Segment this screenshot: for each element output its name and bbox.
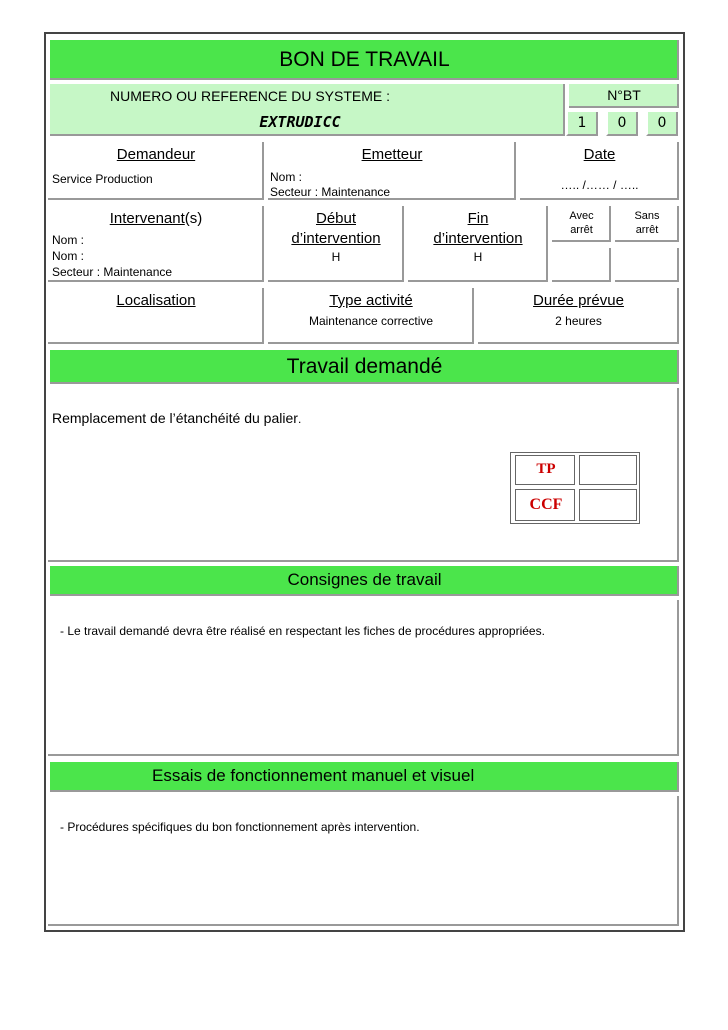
page-title: BON DE TRAVAIL <box>279 48 450 71</box>
debut-label-2: d’intervention <box>291 230 381 247</box>
bt-digits <box>566 112 682 136</box>
emetteur-secteur: Secteur : Maintenance <box>270 185 391 199</box>
bt-digit-3: 0 <box>646 112 678 136</box>
essais-body <box>48 796 679 926</box>
sans-arret-label-1: Sans <box>634 210 660 222</box>
date-cell <box>520 142 679 200</box>
sans-arret-label-2: arrêt <box>635 224 659 236</box>
consignes-text: - Le travail demandé devra être réalisé en respectant les fiches de procédures appropriées. <box>60 624 545 638</box>
bt-label: N°BT <box>607 87 641 103</box>
avec-arret-label-2: arrêt <box>570 224 593 236</box>
duree-label: Durée prévue <box>533 292 624 309</box>
essais-text: - Procédures spécifiques du bon fonctionnement après intervention. <box>60 820 420 834</box>
bt-label-box <box>569 84 679 108</box>
ccf-checkbox[interactable] <box>579 489 637 521</box>
consignes-title-bar <box>50 566 679 596</box>
travail-title-bar <box>50 350 679 384</box>
travail-text <box>52 410 301 426</box>
ccf-label-cell <box>515 489 575 521</box>
travail-text-main: Remplacement de l’étanchéité du palier <box>52 410 298 426</box>
intervenant-label-main: Intervenant <box>109 210 185 227</box>
bt-digit-1: 1 <box>566 112 598 136</box>
system-row <box>50 84 565 136</box>
fin-label-1: Fin <box>467 210 489 227</box>
intervenant-label-suffix: (s) <box>184 210 203 227</box>
bt-digit-2: 0 <box>606 112 638 136</box>
localisation-label: Localisation <box>116 292 196 309</box>
avec-arret-cell <box>552 206 611 242</box>
essais-title-bar <box>50 762 679 792</box>
title-bar <box>50 40 679 80</box>
demandeur-value: Service Production <box>52 172 153 186</box>
emetteur-label: Emetteur <box>361 146 423 163</box>
sans-arret-cell <box>615 206 679 242</box>
intervenant-label <box>48 210 264 227</box>
demandeur-cell <box>48 142 264 200</box>
debut-label-1: Début <box>315 210 357 227</box>
sans-arret-checkbox[interactable] <box>615 248 679 282</box>
demandeur-label: Demandeur <box>116 146 196 163</box>
debut-unit: H <box>331 250 341 264</box>
work-order-form <box>44 32 685 932</box>
localisation-cell <box>48 288 264 344</box>
type-activite-cell <box>268 288 474 344</box>
intervenant-secteur: Secteur : Maintenance <box>52 265 173 279</box>
intervenant-nom-2: Nom : <box>52 249 85 263</box>
consignes-title: Consignes de travail <box>287 570 442 589</box>
system-label: NUMERO OU REFERENCE DU SYSTEME : <box>109 88 391 104</box>
evaluation-box <box>510 452 640 524</box>
avec-arret-label-1: Avec <box>569 210 594 222</box>
travail-text-end: . <box>297 412 302 426</box>
date-value: ….. /…… / ….. <box>560 178 639 192</box>
tp-label: TP <box>536 461 556 477</box>
travail-title: Travail demandé <box>286 355 443 378</box>
intervenant-nom-1: Nom : <box>52 233 85 247</box>
duree-value: 2 heures <box>555 314 602 328</box>
avec-arret-checkbox[interactable] <box>552 248 611 282</box>
ccf-label: CCF <box>529 496 563 513</box>
intervenant-cell <box>48 206 264 282</box>
fin-unit: H <box>473 250 483 264</box>
tp-label-cell <box>515 455 575 485</box>
fin-cell <box>408 206 548 282</box>
tp-checkbox[interactable] <box>579 455 637 485</box>
date-label: Date <box>583 146 616 163</box>
fin-label-2: d’intervention <box>433 230 523 247</box>
travail-body <box>48 388 679 562</box>
consignes-body <box>48 600 679 756</box>
system-value: EXTRUDICC <box>259 113 341 131</box>
type-activite-value: Maintenance corrective <box>308 314 434 328</box>
debut-cell <box>268 206 404 282</box>
emetteur-cell <box>268 142 516 200</box>
type-activite-label: Type activité <box>329 292 413 309</box>
essais-title: Essais de fonctionnement manuel et visuel <box>152 766 475 785</box>
emetteur-nom: Nom : <box>270 170 303 184</box>
duree-cell <box>478 288 679 344</box>
